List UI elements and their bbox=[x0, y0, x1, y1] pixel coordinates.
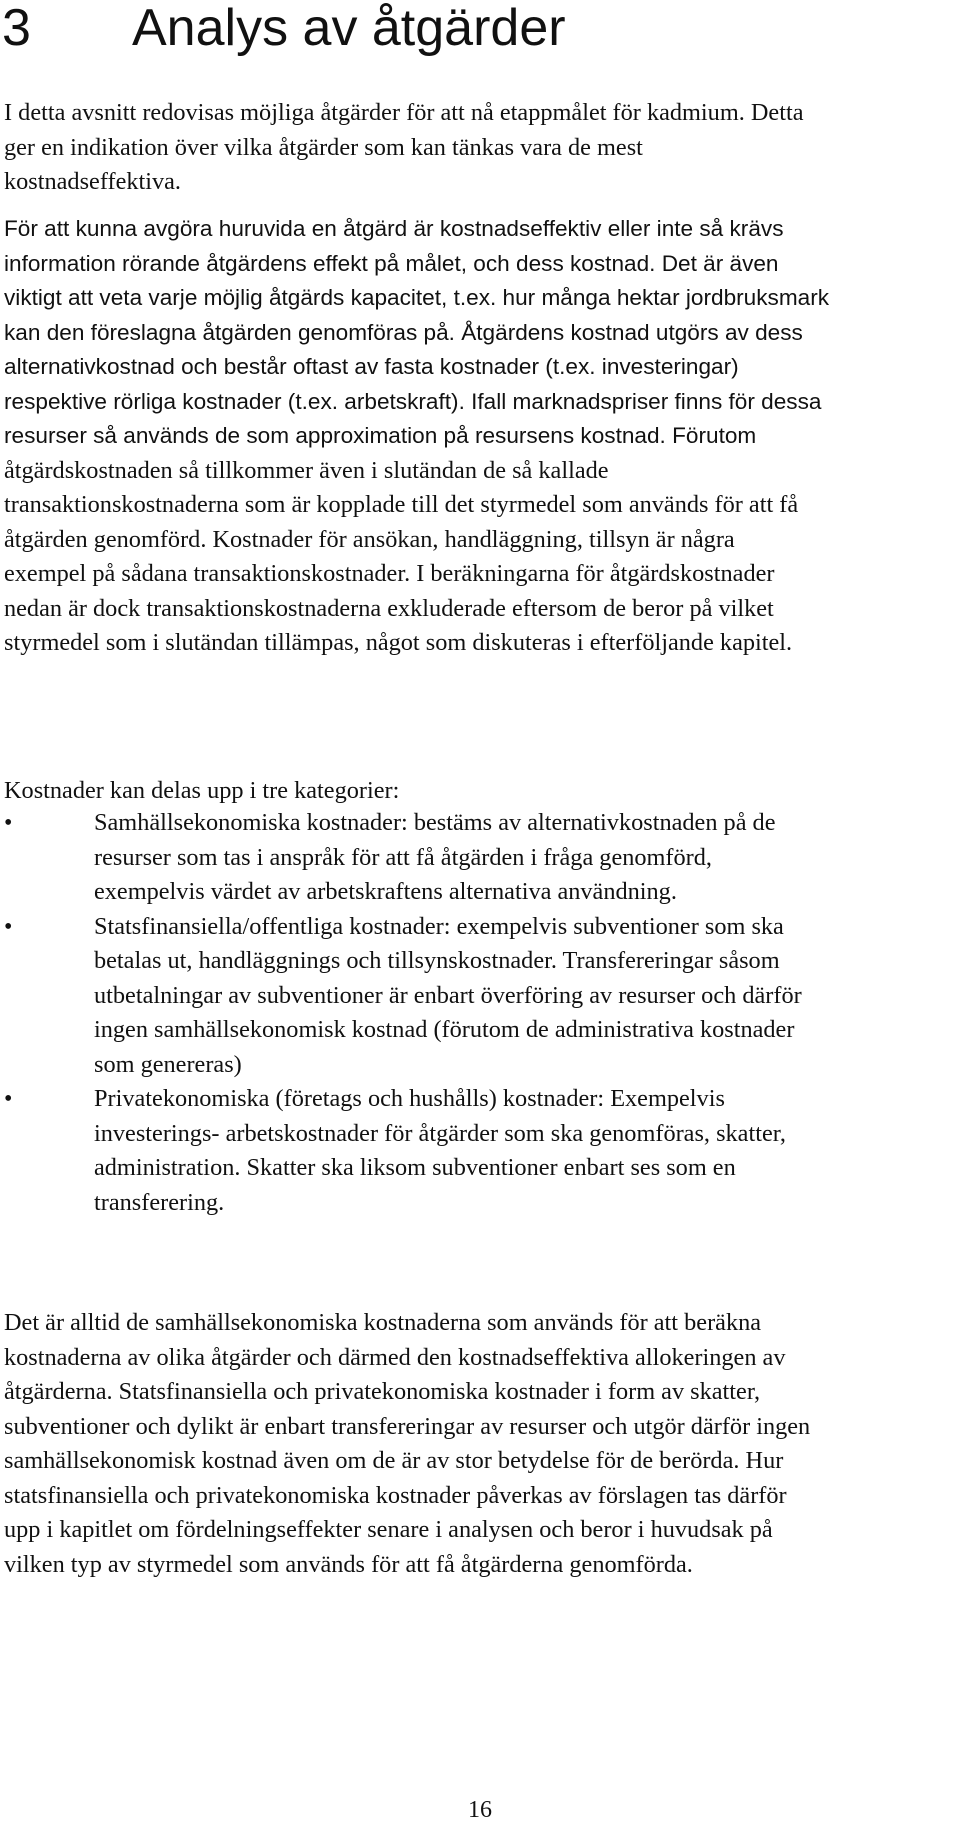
closing-line: Det är alltid de samhällsekonomiska kostnaderna som används för att beräkna bbox=[4, 1309, 762, 1336]
list-item-line: utbetalningar av subventioner är enbart överföring av resurser och därför bbox=[94, 981, 802, 1009]
paragraph-line: resurser så används de som approximation på resursens kostnad. Förutom bbox=[4, 423, 757, 448]
list-item-line: resurser som tas i anspråk för att få åtgärden i fråga genomförd, bbox=[94, 843, 712, 871]
categories-intro bbox=[4, 774, 956, 809]
list-item bbox=[4, 806, 956, 910]
closing-line: statsfinansiella och privatekonomiska kostnader påverkas av förslagen tas därför bbox=[4, 1481, 787, 1509]
chapter-heading bbox=[0, 0, 960, 60]
intro-line: ger en indikation över vilka åtgärder som kan tänkas vara de mest bbox=[4, 133, 643, 161]
closing-line: kostnaderna av olika åtgärder och därmed den kostnadseffektiva allokeringen av bbox=[4, 1343, 786, 1371]
paragraph-line: För att kunna avgöra huruvida en åtgärd är kostnadseffektiv eller inte så krävs bbox=[4, 216, 784, 241]
list-item bbox=[4, 1082, 956, 1220]
chapter-title: Analys av åtgärder bbox=[132, 0, 566, 57]
paragraph-line: exempel på sådana transaktionskostnader. I beräkningarna för åtgärdskostnader bbox=[4, 560, 775, 587]
list-item-line: investerings- arbetskostnader för åtgärder som ska genomföras, skatter, bbox=[94, 1119, 786, 1147]
list-item-line: Samhällsekonomiska kostnader: bestäms av alternativkostnaden på de bbox=[94, 809, 776, 836]
closing-line: subventioner och dylikt är enbart transfereringar av resurser och utgör därför ingen bbox=[4, 1412, 811, 1440]
paragraph-line: viktigt att veta varje möjlig åtgärds kapacitet, t.ex. hur många hektar jordbruksmark bbox=[4, 285, 830, 310]
list-item-line: administration. Skatter ska liksom subventioner enbart ses som en bbox=[94, 1154, 736, 1181]
intro-paragraph bbox=[4, 96, 956, 200]
intro-line: I detta avsnitt redovisas möjliga åtgärder för att nå etappmålet för kadmium. Detta bbox=[4, 99, 804, 126]
paragraph-line: åtgärden genomförd. Kostnader för ansökan, handläggning, tillsyn är några bbox=[4, 525, 735, 553]
list-item-line: som genereras) bbox=[94, 1050, 242, 1078]
paragraph-line: åtgärdskostnaden så tillkommer även i slutändan de så kallade bbox=[4, 456, 609, 484]
paragraph-line: transaktionskostnaderna som är kopplade till det styrmedel som används för att få bbox=[4, 491, 799, 518]
list-item-line: Privatekonomiska (företags och hushålls) kostnader: Exempelvis bbox=[94, 1085, 725, 1112]
list-item-line: Statsfinansiella/offentliga kostnader: exempelvis subventioner som ska bbox=[94, 912, 784, 940]
intro-line: kostnadseffektiva. bbox=[4, 168, 182, 195]
paragraph-line: respektive rörliga kostnader (t.ex. arbetskraft). Ifall marknadspriser finns för dessa bbox=[4, 388, 822, 414]
paragraph-line: kan den föreslagna åtgärden genomföras på. Åtgärdens kostnad utgörs av dess bbox=[4, 319, 803, 345]
closing-line: samhällsekonomisk kostnad även om de är av stor betydelse för de berörda. Hur bbox=[4, 1447, 784, 1474]
bullet-icon: • bbox=[4, 810, 13, 836]
closing-line: upp i kapitlet om fördelningseffekter senare i analysen och beror i huvudsak på bbox=[4, 1516, 773, 1543]
paragraph-line: nedan är dock transaktionskostnaderna exkluderade eftersom de beror på vilket bbox=[4, 594, 774, 622]
page-number: 16 bbox=[468, 1797, 492, 1823]
list-item-line: transferering. bbox=[94, 1188, 225, 1216]
chapter-number: 3 bbox=[2, 0, 31, 57]
list-item bbox=[4, 910, 956, 1083]
bullet-icon: • bbox=[4, 913, 13, 940]
paragraph-serif-part bbox=[4, 454, 956, 661]
list-item-line: betalas ut, handläggnings och tillsynskostnader. Transfereringar såsom bbox=[94, 947, 780, 974]
categories-intro-line: Kostnader kan delas upp i tre kategorier: bbox=[4, 777, 400, 804]
closing-line: åtgärderna. Statsfinansiella och privatekonomiska kostnader i form av skatter, bbox=[4, 1378, 761, 1405]
list-item-line: exempelvis värdet av arbetskraftens alternativa användning. bbox=[94, 878, 677, 905]
cost-categories-list bbox=[4, 806, 956, 1220]
bullet-icon: • bbox=[4, 1086, 13, 1112]
closing-line: vilken typ av styrmedel som används för att få åtgärderna genomförda. bbox=[4, 1550, 693, 1578]
cost-effectiveness-paragraph bbox=[4, 212, 956, 661]
list-item-line: ingen samhällsekonomisk kostnad (förutom de administrativa kostnader bbox=[94, 1016, 795, 1043]
paragraph-sans-part bbox=[4, 212, 956, 454]
paragraph-line: information rörande åtgärdens effekt på målet, och dess kostnad. Det är även bbox=[4, 250, 779, 276]
paragraph-line: alternativkostnad och består oftast av fasta kostnader (t.ex. investeringar) bbox=[4, 354, 739, 379]
closing-paragraph bbox=[4, 1306, 956, 1582]
paragraph-line: styrmedel som i slutändan tillämpas, något som diskuteras i efterföljande kapitel. bbox=[4, 629, 793, 656]
